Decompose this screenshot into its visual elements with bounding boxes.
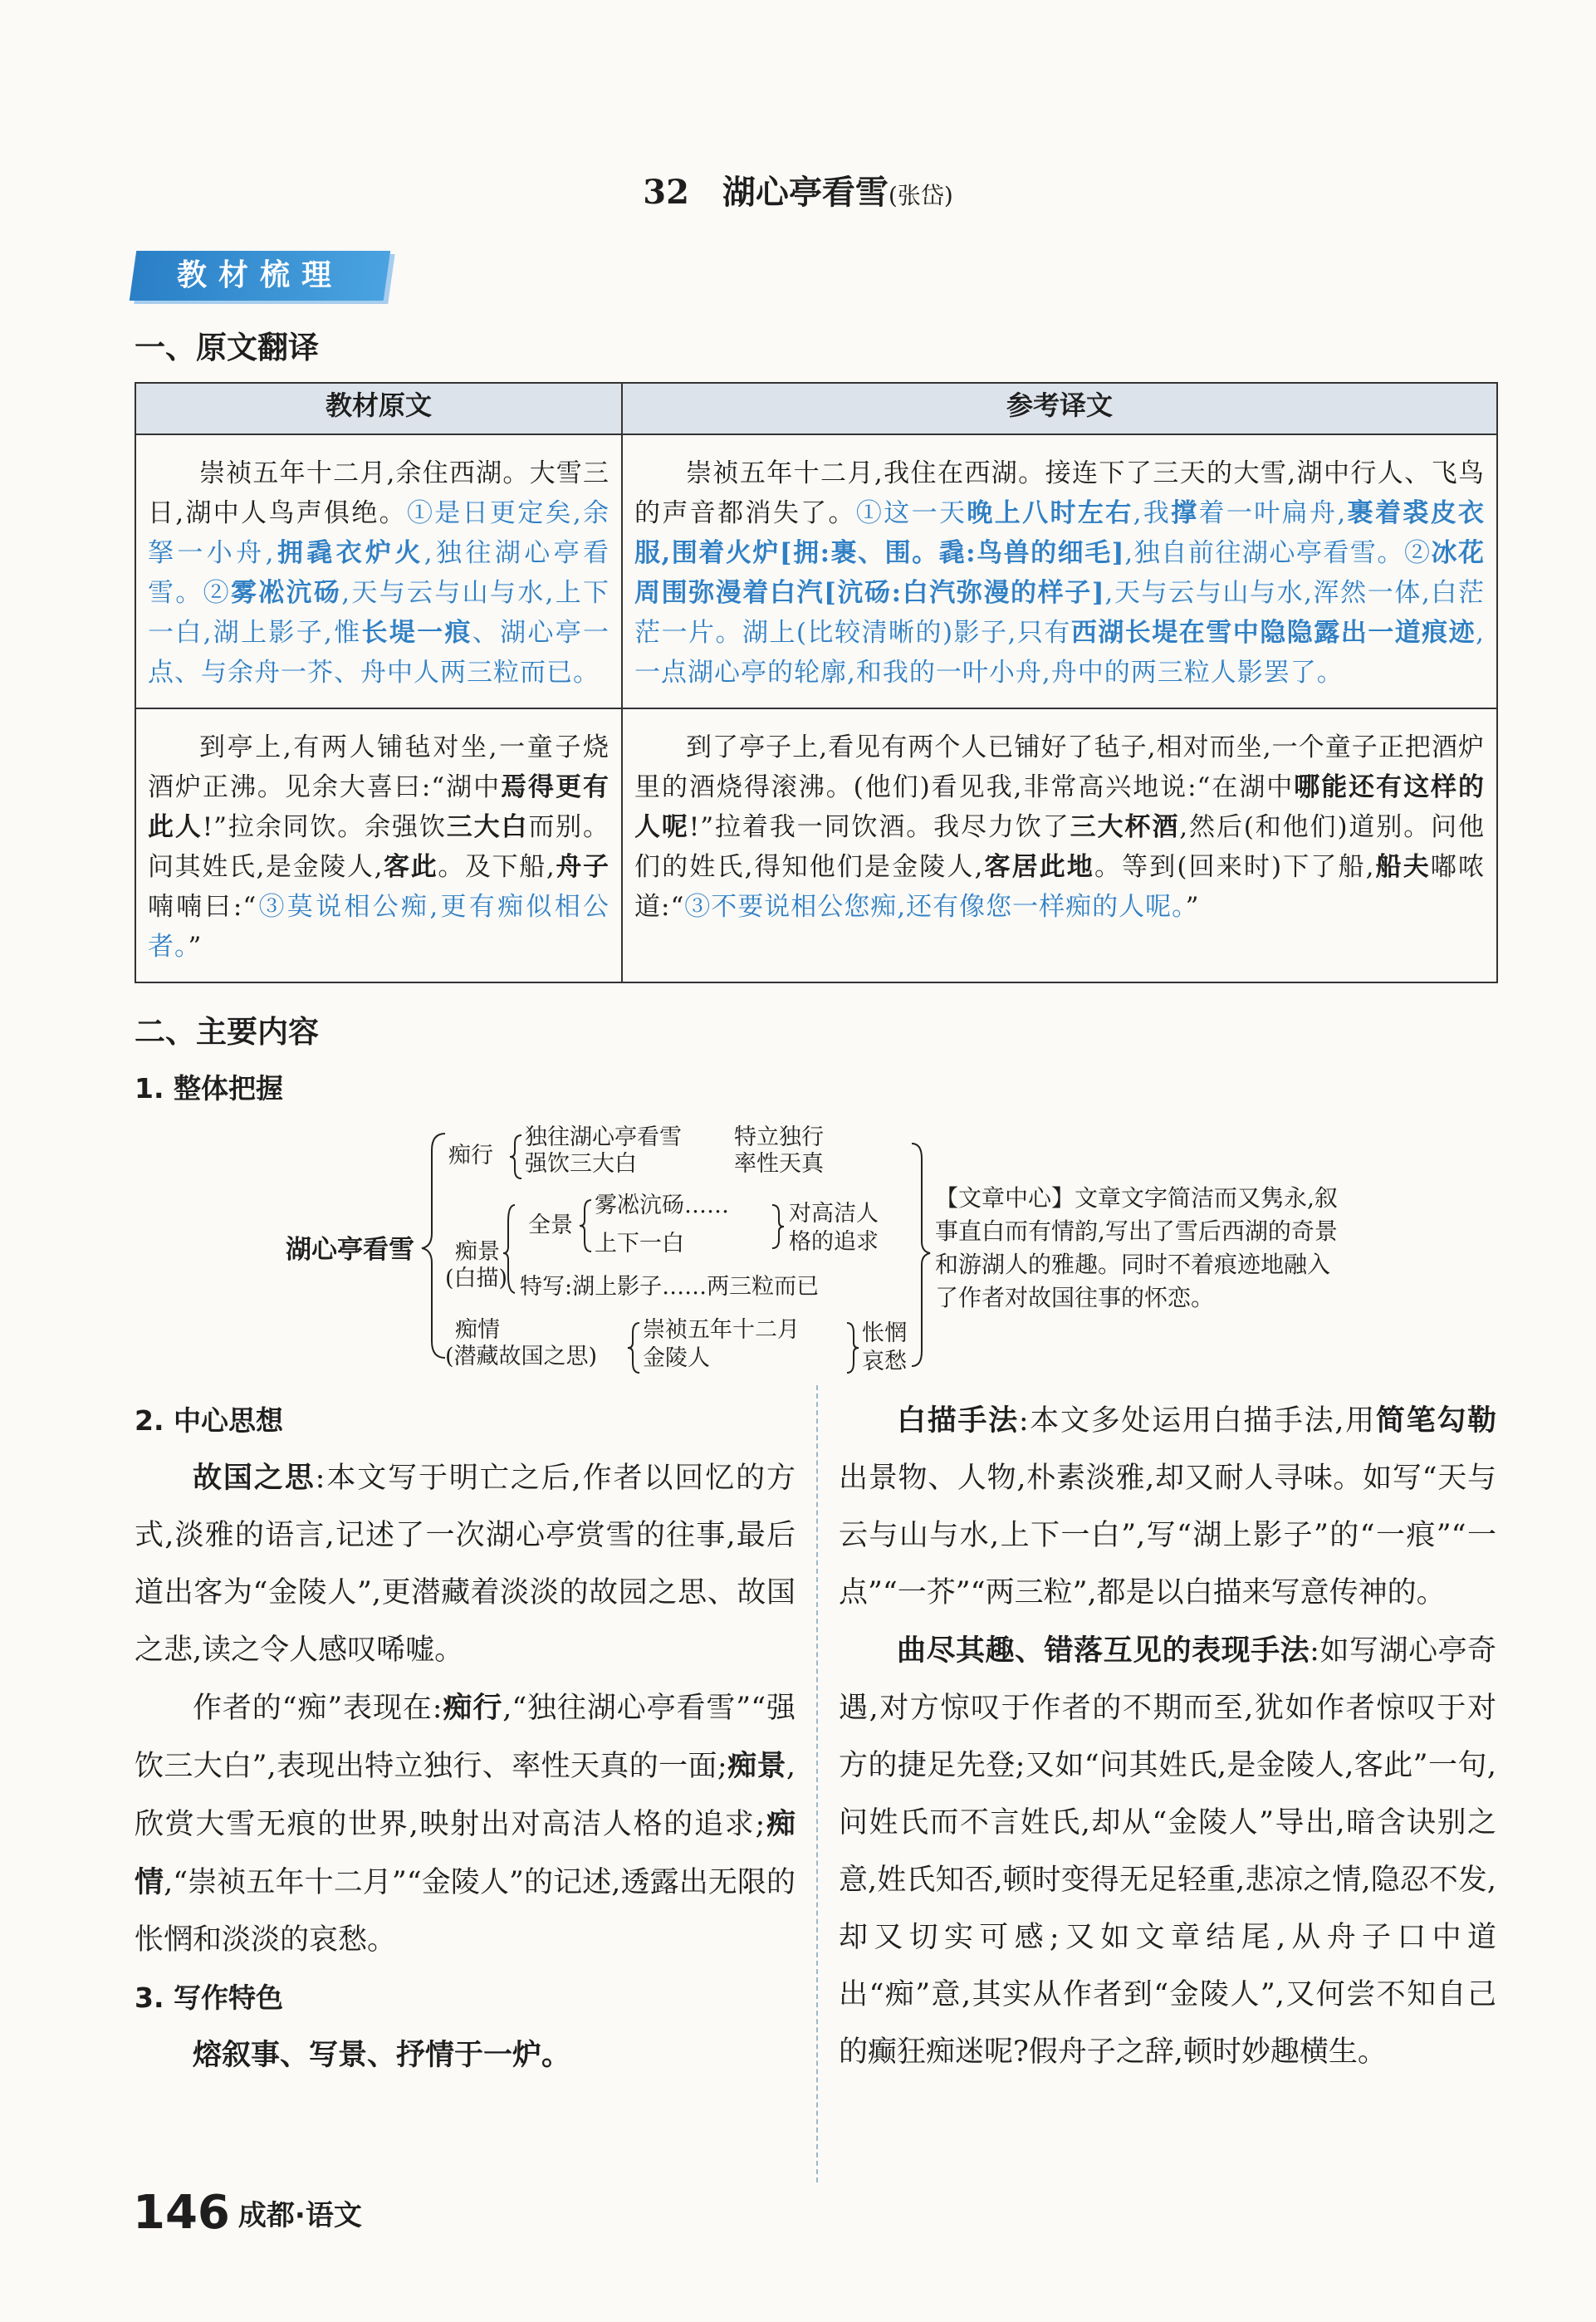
original-text: !”拉余同饮。余强饮: [202, 812, 447, 842]
paragraph-text: ,“独往湖心亭看雪”“强饮三大白”,表现出特立独行、率性天真的一面;: [135, 1692, 796, 1783]
column-header-original: 教材原文: [135, 383, 622, 434]
lesson-author: (张岱): [888, 182, 953, 209]
original-text: 到亭上,有两人铺毡对坐,一童子烧酒炉正沸。见余大喜曰:“湖中: [148, 732, 610, 802]
translation-highlight: ,一点湖心亭的轮廓,和我的一叶小舟,舟中的两三粒人影罢了。: [634, 618, 1486, 688]
content-diagram: [133, 1100, 1461, 1391]
table-cell-translation-2: [622, 708, 1497, 982]
original-text: 。及下船,: [438, 852, 556, 882]
diagram-chijing: 痴景: [455, 1239, 500, 1265]
translation-text: 崇祯五年十二月,我住在西湖。接连下了三天的大雪,湖中行人、飞鸟的声音都消失了。: [634, 458, 1485, 528]
diagram-chiqing: 痴情: [455, 1317, 500, 1343]
original-text: 而别。问其姓氏,是金陵人,: [148, 812, 610, 882]
translation-text: 。等到(回来时)下了船,: [1094, 852, 1375, 882]
paragraph-baimiao: [839, 1392, 1496, 1622]
diagram-chiqing-note: (潜藏故国之思): [445, 1344, 598, 1369]
paragraph-technique: [839, 1622, 1496, 2081]
translation-table: [135, 382, 1498, 983]
column-header-translation: 参考译文: [622, 383, 1497, 434]
original-highlight: ③莫说相公痴,更有痴似相公者。: [148, 892, 610, 962]
translation-highlight: ①这一天: [855, 498, 967, 528]
original-keyword: 焉得更有此人: [148, 772, 610, 842]
translation-text: !”拉着我一同饮酒。我尽力饮了: [688, 812, 1070, 842]
quanjing-right-brace: [772, 1205, 784, 1248]
translation-keyword: 客居此地: [983, 852, 1095, 882]
section-banner: [130, 251, 390, 301]
right-column: [839, 1392, 1496, 2081]
lesson-title: 湖心亭看雪: [722, 173, 889, 212]
original-paragraph-2: [148, 727, 610, 967]
translation-text: 到了亭子上,看见有两个人已铺好了毡子,相对而坐,一个童子正把酒炉里的酒烧得滚沸。(他们)看见我,非常高兴地说:“在湖中: [634, 732, 1485, 802]
table-cell-original-1: [135, 434, 622, 708]
paragraph-text: :本文多处运用白描手法,用: [1018, 1404, 1376, 1438]
chiqing-brace: [628, 1323, 639, 1373]
diagram-chixing: 痴行: [448, 1143, 493, 1168]
diagram-chixing-b: 强饮三大白: [525, 1151, 637, 1177]
diagram-chixing-a: 独往湖心亭看雪: [525, 1124, 682, 1150]
paragraph-homeland: [135, 1449, 796, 1679]
original-text: 崇祯五年十二月,余住西湖。大雪三日,湖中人鸟声俱绝。: [148, 458, 610, 528]
diagram-chiqing-a: 崇祯五年十二月: [643, 1317, 800, 1343]
translation-highlight: ,天与云与山与水,浑然一体,白茫茫一片。湖上(比较清晰的)影子,只有: [634, 578, 1486, 648]
original-keyword: 三大白: [446, 812, 529, 842]
banner-label: 教材梳理: [176, 258, 343, 292]
left-column: [135, 1392, 796, 2084]
diagram-chixing-c: 特立独行: [734, 1124, 824, 1150]
page-footer: [133, 2186, 362, 2252]
diagram-quanjing-r2: 格的追求: [789, 1229, 879, 1255]
original-keyword: 舟子: [555, 852, 610, 882]
translation-paragraph-2: [634, 727, 1485, 927]
diagram-texie: 特写:湖上影子……两三粒而已: [520, 1274, 820, 1300]
diagram-chiqing-r1: 怅惘: [862, 1320, 907, 1346]
paragraph-keyword: 痴情: [135, 1807, 796, 1899]
original-highlight: ①是日更定矣,余拏一小舟,: [148, 498, 610, 568]
paragraph-text: ,“崇祯五年十二月”“金陵人”的记述,透露出无限的怅惘和淡淡的哀愁。: [135, 1866, 796, 1957]
paragraph-text: 作者的“痴”表现在:: [193, 1692, 443, 1725]
original-highlight: ,天与云与山与水,上下一白,湖上影子,惟: [148, 578, 610, 648]
subheading-overview: 1. 整体把握: [135, 1072, 283, 1105]
diagram-chiqing-b: 金陵人: [643, 1345, 710, 1371]
table-cell-original-2: [135, 708, 622, 982]
translation-highlight: 着一叶扁舟,: [1198, 498, 1347, 528]
translation-highlight: ,独自前往湖心亭看雪。②: [1124, 538, 1432, 568]
original-highlight: ,独往湖心亭看雪。②: [148, 538, 610, 608]
translation-keyword: 三大杯酒: [1070, 812, 1180, 842]
original-keyword: 拥毳衣炉火: [274, 538, 424, 568]
lesson-number: 32: [643, 173, 689, 212]
table-header-row: [135, 383, 1497, 434]
translation-keyword: 撑: [1171, 498, 1199, 528]
translation-keyword: 晚上八时左右: [967, 498, 1133, 528]
paragraph-keyword: 简笔勾勒: [1375, 1403, 1496, 1438]
original-highlight: 、湖心亭一点、与余舟一芥、舟中人两三粒而已。: [148, 618, 610, 688]
translation-text: 嘟哝道:“: [634, 852, 1486, 922]
translation-text: ”: [1185, 892, 1200, 922]
diagram-center-text: 【文章中心】文章文字简洁而又隽永,叙事直白而有情韵,写出了雪后西湖的奇景和游湖人的雅趣。同时不着痕迹地融入了作者对故国往事的怀恋。: [935, 1184, 1338, 1311]
column-divider: [816, 1385, 818, 2182]
diagram-quanjing-r1: 对高洁人: [789, 1201, 879, 1227]
diagram-quanjing: 全景: [528, 1212, 573, 1238]
paragraph-text: ,欣赏大雪无痕的世界,映射出对高洁人格的追求;: [135, 1750, 796, 1841]
translation-keyword: 冰花周围弥漫着白汽: [634, 538, 1485, 608]
paragraph-chi: [135, 1679, 796, 1969]
translation-note: [拥:裹、围。毳:鸟兽的细毛]: [779, 538, 1125, 568]
table-cell-translation-1: [622, 434, 1497, 708]
paragraph-keyword: 痴景: [727, 1749, 786, 1783]
translation-note: [沆砀:白汽弥漫的样子]: [824, 578, 1105, 608]
subheading-writing-features: 3. 写作特色: [135, 1982, 283, 2014]
page-number: 146: [133, 2186, 230, 2240]
paragraph-text: :本文写于明亡之后,作者以回忆的方式,淡雅的语言,记述了一次湖心亭赏雪的往事,最后道出客为“金陵人”,更潜藏着淡淡的故园之思、故国之悲,读之令人感叹唏嘘。: [135, 1462, 796, 1667]
table-row: [135, 434, 1497, 708]
translation-keyword: 裹着裘皮衣服,围着火炉: [634, 498, 1486, 568]
diagram-quanjing-b: 上下一白: [595, 1231, 684, 1257]
section-heading-main-content: 二、主要内容: [135, 1014, 319, 1050]
paragraph-features: 熔叙事、写景、抒情于一炉。: [193, 2038, 571, 2072]
original-text: 喃喃曰:“: [148, 892, 257, 922]
paragraph-label: 故国之思: [193, 1461, 316, 1495]
diagram-chijing-note: (白描): [445, 1266, 508, 1291]
page-title: [0, 166, 1596, 213]
original-paragraph-1: [148, 453, 610, 693]
translation-highlight: ,我: [1133, 498, 1172, 528]
table-row: [135, 708, 1497, 982]
original-keyword: 客此: [383, 852, 438, 882]
center-brace: [912, 1144, 930, 1366]
paragraph-keyword: 痴行: [442, 1691, 503, 1725]
section-heading-translation: 一、原文翻译: [135, 330, 319, 365]
translation-keyword: 船夫: [1374, 852, 1431, 882]
paragraph-label: 白描手法: [897, 1403, 1019, 1438]
diagram-quanjing-a: 雾凇沆砀……: [595, 1193, 729, 1218]
diagram-chixing-d: 率性天真: [734, 1151, 824, 1177]
paragraph-text: 出景物、人物,朴素淡雅,却又耐人寻味。如写“天与云与山与水,上下一白”,写“湖上影子”的“一痕”“一点”“一芥”“两三粒”,都是以白描来写意传神的。: [839, 1462, 1496, 1609]
translation-keyword: 西湖长堤在雪中隐隐露出一道痕迹: [1070, 618, 1476, 648]
footer-label: 成都·语文: [237, 2199, 362, 2232]
translation-paragraph-1: [634, 453, 1485, 693]
subheading-central-idea: 2. 中心思想: [135, 1404, 283, 1437]
paragraph-label: 曲尽其趣、错落互见的表现手法: [897, 1634, 1310, 1668]
diagram-chiqing-r2: 哀愁: [862, 1349, 907, 1374]
root-brace: [422, 1134, 445, 1358]
original-keyword: 雾凇沆砀: [230, 578, 342, 608]
original-text: ”: [188, 932, 203, 962]
chiqing-right-brace: [847, 1323, 859, 1373]
diagram-root: 湖心亭看雪: [286, 1235, 414, 1265]
translation-highlight: ③不要说相公您痴,还有像您一样痴的人呢。: [684, 892, 1186, 922]
quanjing-brace: [580, 1200, 591, 1252]
translation-keyword: 哪能还有这样的人呢: [634, 772, 1485, 842]
chixing-brace: [510, 1135, 521, 1178]
paragraph-text: :如写湖心亭奇遇,对方惊叹于作者的不期而至,犹如作者惊叹于对方的捷足先登;又如“问其姓氏,是金陵人,客此”一句,问姓氏而不言姓氏,却从“金陵人”导出,暗含诀别之意,姓氏知否,顿时变得无足轻重,悲凉之情,隐忍不发,却又切实可感;又如文章结尾,从舟子口中道出“痴”意,其实从作者到“金陵人”,又何尝不知自己的癫狂痴迷呢?假舟子之辞,顿时妙趣横生。: [839, 1634, 1496, 2069]
original-keyword: 长堤一痕: [361, 618, 472, 648]
translation-text: ,然后(和他们)道别。问他们的姓氏,得知他们是金陵人,: [634, 812, 1486, 882]
